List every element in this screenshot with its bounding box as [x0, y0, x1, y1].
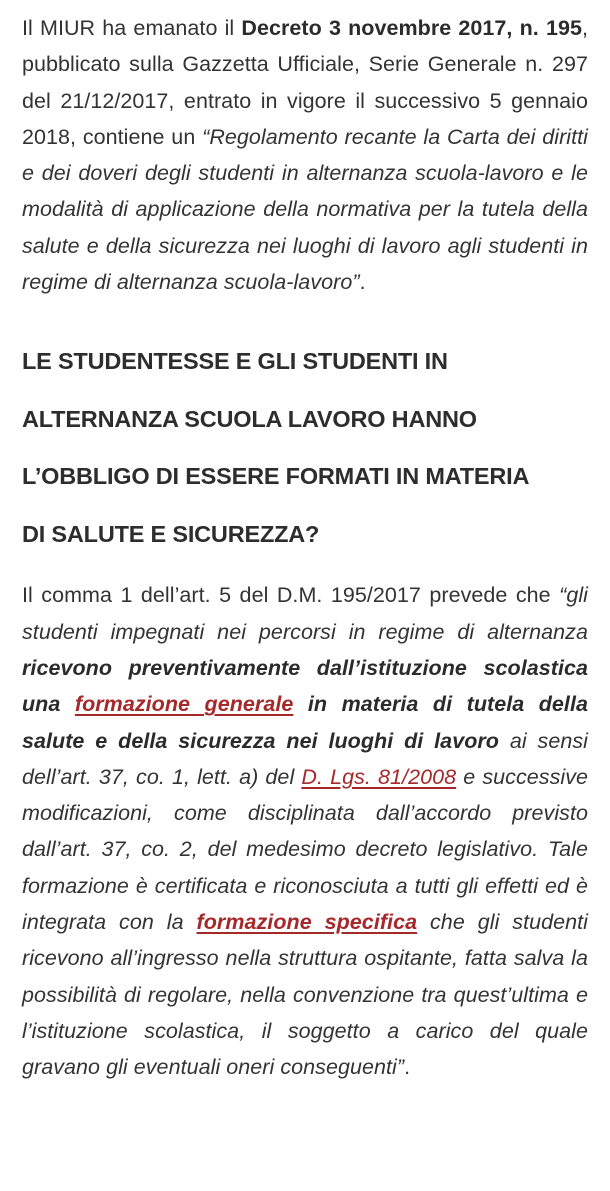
intro-text-1: Il MIUR ha emanato il [22, 16, 242, 40]
body-quote-4: che gli studenti ricevono all’ingresso nella struttura ospitante, fatta salva la possibilità di regolare, nella convenzione tra quest’ultima e l’istituzione scolastica, il soggetto a carico del quale gravano gli eventuali oneri conseguenti” [22, 910, 589, 1080]
formazione-specifica-link[interactable]: formazione specifica [196, 910, 418, 935]
formazione-generale-link[interactable]: formazione generale [74, 692, 294, 717]
intro-paragraph [22, 10, 588, 300]
heading-line-1: LE STUDENTESSE E GLI STUDENTI IN [22, 348, 448, 375]
body-quote-1: “gli studenti impegnati nei percorsi in regime di alternanza [22, 583, 588, 644]
section-heading [22, 333, 588, 563]
intro-text-3: . [359, 270, 366, 295]
decree-reference: Decreto 3 novembre 2017, n. 195 [241, 16, 582, 40]
intro-text-2: , pubblicato sulla Gazzetta Ufficiale, Serie Generale n. 297 del 21/12/2017, entrato in vigore il successivo 5 gennaio 2018, contiene un [22, 16, 589, 149]
body-bold-1: ricevono preventivamente dall’istituzione scolastica una [22, 655, 588, 717]
body-paragraph [22, 577, 588, 1085]
body-text-2: . [404, 1055, 411, 1080]
heading-line-3: L’OBBLIGO DI ESSERE FORMATI IN MATERIA [22, 463, 530, 490]
body-quote-3: e successive modificazioni, come disciplinata dall’accordo previsto dall’art. 37, co. 2, del medesimo decreto legislativo. Tale formazione è certificata e riconosciuta a tutti gli effetti ed è integrata con la [22, 764, 588, 935]
regulation-quote: “Regolamento recante la Carta dei diritti e dei doveri degli studenti in alternanza scuola-lavoro e le modalità di applicazione della normativa per la tutela della salute e della sicurezza nei luoghi di lavoro agli studenti in regime di alternanza scuola-lavoro” [22, 124, 588, 295]
dlgs-81-2008-link[interactable]: D. Lgs. 81/2008 [301, 764, 457, 789]
body-quote-2: ai sensi dell’art. 37, co. 1, lett. a) del [22, 728, 588, 789]
heading-line-4: DI SALUTE E SICUREZZA? [22, 520, 320, 547]
body-text-1: Il comma 1 dell’art. 5 del D.M. 195/2017 prevede che [22, 583, 560, 608]
body-bold-2: in materia di tutela della salute e della sicurezza nei luoghi di lavoro [22, 692, 588, 753]
heading-line-2: ALTERNANZA SCUOLA LAVORO HANNO [22, 405, 477, 432]
